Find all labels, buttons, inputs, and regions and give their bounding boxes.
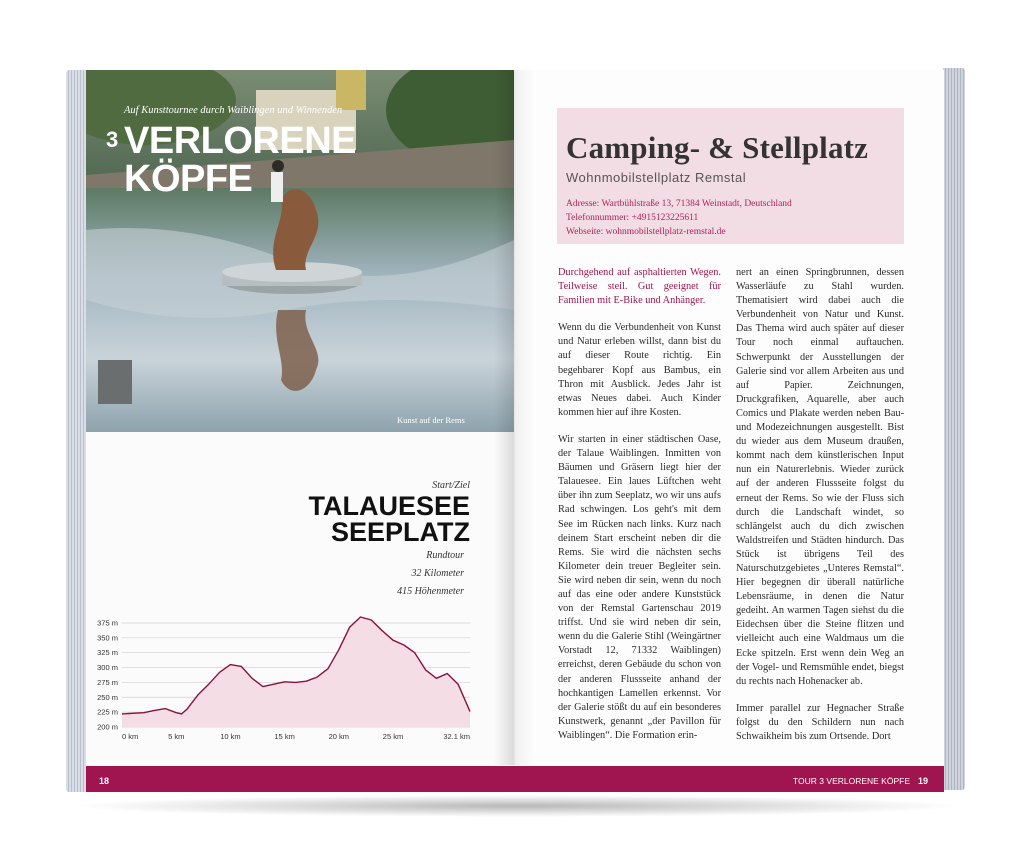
camping-website: Webseite: wohnmobilstellplatz-remstal.de [566,227,726,237]
footer-bar-left [86,766,514,792]
text-column-2 [736,266,904,757]
y-tick-label: 275 m [97,677,118,687]
tour-title-line-1: VERLORENE [124,120,356,162]
x-tick-label: 5 km [168,732,185,741]
x-tick-label: 20 km [328,732,350,741]
tour-kicker: Auf Kunsttournee durch Waiblingen und Winnenden [124,105,343,116]
camping-phone: Telefonnummer: +4915123225611 [566,213,699,223]
paragraph: Wenn du die Verbundenheit von Kunst und Natur erleben willst, dann bist du auf dieser Route richtig. Ein begehbarer Kopf aus Bambus, ein Thron mit Ausblick. Jedes Jahr ist etwas Neues dabei. Auch Kinder kommen hier auf ihre Kosten. [558,322,721,418]
paragraph: Wir starten in einer städtischen Oase, der Talaue Waiblingen. Inmitten von Bäumen und Gräsern liegt hier der Talauesee. Ein laues Lüftchen weht über ihn zum Seeplatz, wo wir uns aufs Rad schwingen. Los geht's mit dem See im Rücken nach links. Kurz nach deinem Start erscheint neben dir die Rems. Sie wird die nächsten sechs Kilometer dein treuer Begleiter sein. Sie wird neben dir sein, wenn du noch auf das eine oder andere Kunststück von der Remstal Gartenschau 2019 triffst. Und sie wird neben dir sein, wenn du die Galerie Stihl (Weingärtner Vorstadt 12, 71332 Waiblingen) erreichst, deren Gebäude du schon von der anderen Flussseite anhand der hochkantigen Lamellen erkennst. Vor der Galerie stößt du auf ein besonderes Kunstwerk, genannt „der Pavillon für Waiblingen“. Die Formation erin- [558,433,721,741]
y-tick-label: 350 m [97,633,118,643]
start-title-line-2: SEEPLATZ [330,517,470,547]
paragraph: nert an einen Springbrunnen, dessen Wasserläufe zu Stahl wurden. Thematisiert wird dabei auch die Verbundenheit von Natur und Kunst. Das Thema wird auch später auf dieser Tour noch einmal auftauchen. Schwerpunkt der Ausstellungen der Galerie sind vor allem Arbeiten aus und auf Papier. Zeichnungen, Druckgrafiken, Aquarelle, aber auch Comics und Plakate werden neben Bau- und Modezeichnungen ausgestellt. Bist du wieder aus dem Museum draußen, kommt nach dem künstlerischen Input nun ein Naturerlebnis. Wieder zurück auf der anderen Flussseite folgst du erneut der Rems. So wie der Fluss sich durch die Landschaft windet, so schlängelst auch du dich zwischen Waldstreifen und Städten hindurch. Das Stück ist übrigens Teil des Naturschutzgebietes „Unteres Remstal“. Hier begegnen dir überall natürliche Lebensräume, in denen die Natur gedeiht. An warmen Tagen siehst du die Eidechsen über die Steine flitzen und vielleicht auch eine Waldmaus um die Ecke spitzeln. Erst wenn dein Weg an der Vogel- und Remsmühle endet, biegst du rechts nach Hohenacker ab. [736,267,904,687]
running-head: TOUR 3 VERLORENE KÖPFE [793,776,910,786]
y-tick-label: 325 m [97,648,118,658]
y-tick-label: 300 m [97,663,118,673]
page-edge-right [943,68,965,790]
route-type: Rundtour [426,550,464,561]
x-tick-label: 0 km [122,732,139,741]
x-tick-label: 15 km [274,732,295,741]
tour-title [124,122,394,198]
paragraph: Immer parallel zur Hegnacher Straße folgst du den Schildern nun nach Schwaikheim bis zum Ortsende. Dort [736,702,904,742]
tour-title-line-2: KÖPFE [124,158,253,200]
camping-address: Adresse: Wartbühlstraße 13, 71384 Weinstadt, Deutschland [566,199,792,209]
x-tick-label: 32.1 km [443,732,470,741]
start-label: Start/Ziel [432,480,470,491]
start-title [260,493,470,545]
y-tick-label: 250 m [97,692,118,702]
page-number-right: 19 [918,776,929,786]
x-tick-label: 10 km [220,732,241,741]
y-tick-label: 375 m [97,618,118,628]
book-shadow [70,795,965,817]
tour-number: 3 [106,127,119,152]
camping-title: Camping- & Stellplatz [566,130,869,165]
page-edge-left [66,70,86,792]
start-title-line-1: TALAUESEE [308,491,470,521]
y-tick-label: 225 m [97,707,118,717]
lead-paragraph: Durchgehend auf asphaltierten Wegen. Teilweise steil. Gut geeignet für Familien mit E-Bike und Anhänger. [558,267,721,307]
camping-subtitle: Wohnmobilstellplatz Remstal [566,170,747,185]
route-distance: 32 Kilometer [411,568,464,579]
x-tick-label: 25 km [382,732,404,741]
route-elevation: 415 Höhenmeter [397,586,464,597]
page-number-left: 18 [99,776,110,786]
elevation-area [122,617,470,727]
elevation-profile-chart [90,612,480,747]
y-tick-label: 200 m [97,722,118,732]
text-column-1 [558,266,721,756]
photo-caption: Kunst auf der Rems [397,415,465,425]
